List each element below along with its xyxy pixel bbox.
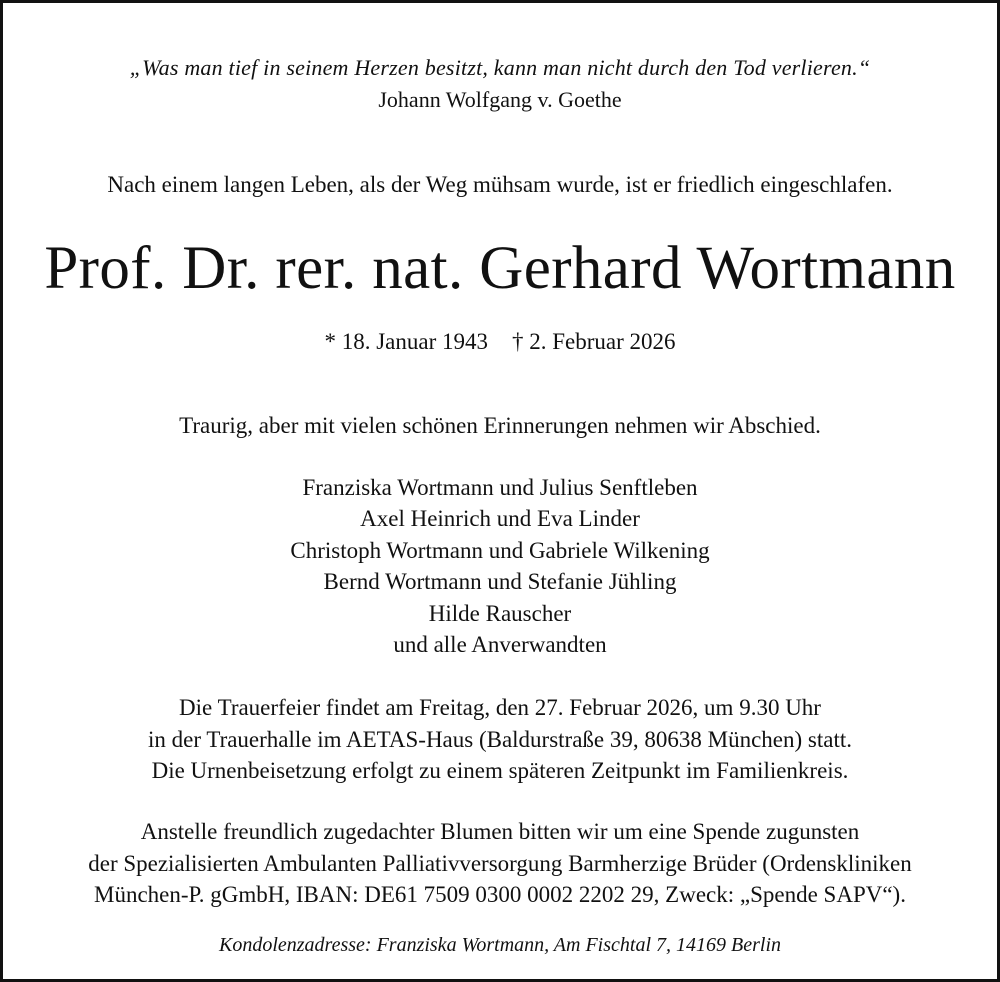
death-date: † 2. Februar 2026 <box>512 329 676 354</box>
mourner-line: Hilde Rauscher <box>428 600 572 626</box>
life-dates <box>3 326 997 358</box>
donation-line: der Spezialisierten Ambulanten Palliativversorgung Barmherzige Brüder (Ordenskliniken <box>88 850 912 876</box>
epigraph-quote: „Was man tief in seinem Herzen besitzt, kann man nicht durch den Tod verlieren.“ <box>129 55 871 80</box>
ceremony-line: Die Trauerfeier findet am Freitag, den 27. Februar 2026, um 9.30 Uhr <box>179 695 821 720</box>
intro-sentence: Nach einem langen Leben, als der Weg mühsam wurde, ist er friedlich eingeschlafen. <box>107 172 893 197</box>
mourners-list <box>3 472 997 660</box>
donation-line: Anstelle freundlich zugedachter Blumen bitten wir um eine Spende zugunsten <box>140 819 860 844</box>
mourner-line: Axel Heinrich und Eva Linder <box>360 506 640 532</box>
mourner-line: Bernd Wortmann und Stefanie Jühling <box>323 569 677 595</box>
deceased-name: Prof. Dr. rer. nat. Gerhard Wortmann <box>44 235 956 302</box>
farewell-sentence: Traurig, aber mit vielen schönen Erinnerungen nehmen wir Abschied. <box>179 413 821 438</box>
donation-request <box>3 816 997 911</box>
ceremony-line: in der Trauerhalle im AETAS-Haus (Baldurstraße 39, 80638 München) statt. <box>147 726 852 752</box>
birth-date: * 18. Januar 1943 <box>324 329 488 354</box>
mourner-line: und alle Anverwandten <box>393 632 607 658</box>
epigraph-author: Johann Wolfgang v. Goethe <box>378 87 622 112</box>
donation-line: München-P. gGmbH, IBAN: DE61 7509 0300 0002 2202 29, Zweck: „Spende SAPV“). <box>94 882 906 907</box>
mourner-line: Christoph Wortmann und Gabriele Wilkening <box>290 537 710 563</box>
ceremony-info <box>3 692 997 787</box>
condolence-address: Kondolenzadresse: Franziska Wortmann, Am Fischtal 7, 14169 Berlin <box>218 934 782 956</box>
ceremony-line: Die Urnenbeisetzung erfolgt zu einem späteren Zeitpunkt im Familienkreis. <box>151 758 849 783</box>
mourner-line: Franziska Wortmann und Julius Senftleben <box>302 475 698 500</box>
